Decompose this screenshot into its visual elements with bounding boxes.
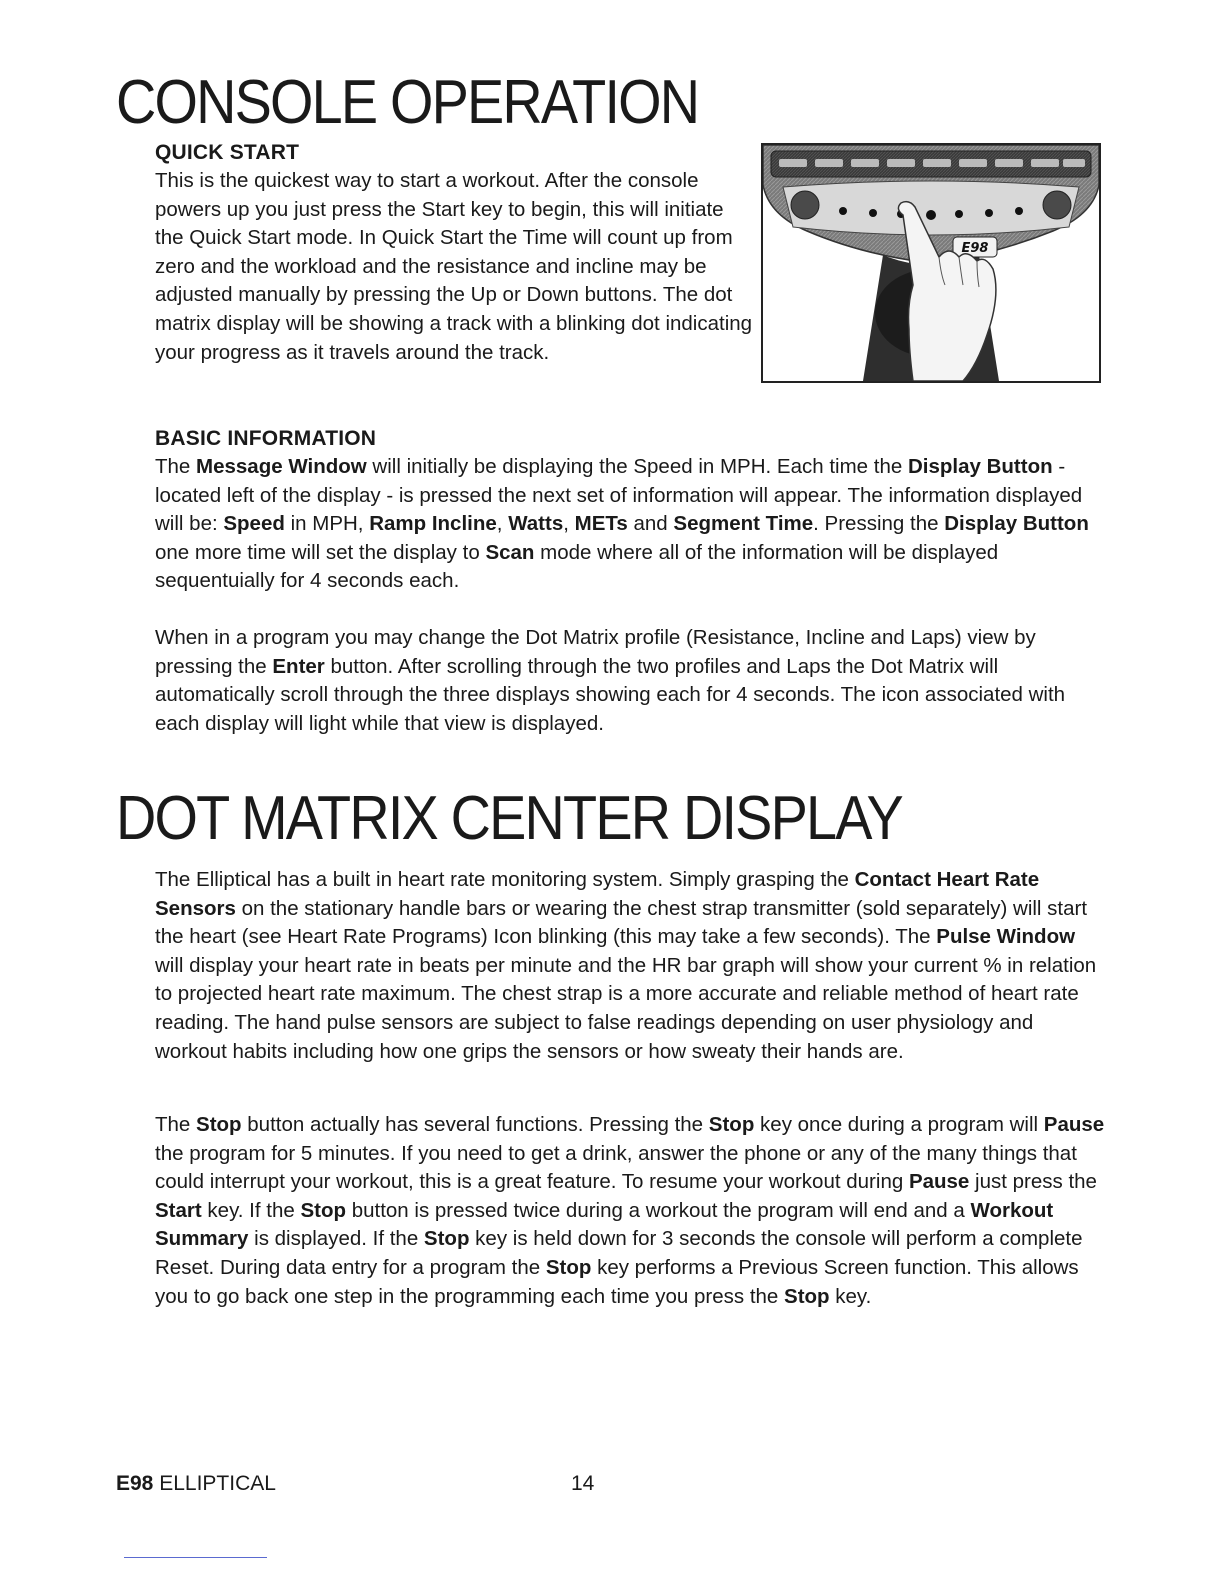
section-title-console-operation: CONSOLE OPERATION — [116, 68, 699, 137]
footer-rule — [124, 1557, 267, 1558]
subheading-basic-information: BASIC INFORMATION — [155, 427, 377, 450]
subheading-quick-start: QUICK START — [155, 141, 300, 164]
e98-badge-label: E98 — [961, 241, 989, 256]
basic-information-paragraph-1: The Message Window will initially be displaying the Speed in MPH. Each time the Display Button - located left of the display - is pressed the next set of information will appear. The information displayed will be: Speed in MPH, Ramp Incline, Watts, METs and Segment Time. Pressing the Display Button one more time will set the display to Scan mode where all of the information will be displayed sequentuially for 4 seconds each. — [155, 455, 1089, 593]
page-number: 14 — [571, 1472, 595, 1495]
section-title-dot-matrix: DOT MATRIX CENTER DISPLAY — [116, 784, 902, 853]
dot-matrix-paragraph-1: The Elliptical has a built in heart rate monitoring system. Simply grasping the Contact Heart Rate Sensors on the stationary handle bars or wearing the chest strap transmitter (sold separately) will start the heart (see Heart Rate Programs) Icon blinking (this may take a few seconds). The Pulse Window will display your heart rate in beats per minute and the HR bar graph will show your current % in relation to projected heart rate maximum. The chest strap is a more accurate and reliable method of heart rate reading. The hand pulse sensors are subject to false readings depending on user physiology and workout habits including how one grips the sensors or how sweaty their hands are. — [155, 868, 1097, 1063]
console-keypad-figure — [761, 143, 1101, 383]
basic-information-paragraph-2: When in a program you may change the Dot Matrix profile (Resistance, Incline and Laps) view by pressing the Enter button. After scrolling through the two profiles and Laps the Dot Matrix will automatically scroll through the three displays showing each for 4 seconds. The icon associated with each display will light while that view is displayed. — [155, 626, 1066, 735]
footer-model-name: E98 ELLIPTICAL — [116, 1472, 276, 1495]
dot-matrix-paragraph-2: The Stop button actually has several functions. Pressing the Stop key once during a program will Pause the program for 5 minutes. If you need to get a drink, answer the phone or any of the many things that could interrupt your workout, this is a great feature. To resume your workout during Pause just press the Start key. If the Stop button is pressed twice during a workout the program will end and a Workout Summary is displayed. If the Stop key is held down for 3 seconds the console will perform a complete Reset. During data entry for a program the Stop key performs a Previous Screen function. This allows you to go back one step in the programming each time you press the Stop key. — [155, 1113, 1105, 1308]
quick-start-paragraph: This is the quickest way to start a workout. After the console powers up you just press the Start key to begin, this will initiate the Quick Start mode. In Quick Start the Time will count up from zero and the workload and the resistance and incline may be adjusted manually by pressing the Up or Down buttons. The dot matrix display will be showing a track with a blinking dot indicating your progress as it travels around the track. — [155, 169, 753, 364]
console-illustration — [763, 145, 1099, 381]
